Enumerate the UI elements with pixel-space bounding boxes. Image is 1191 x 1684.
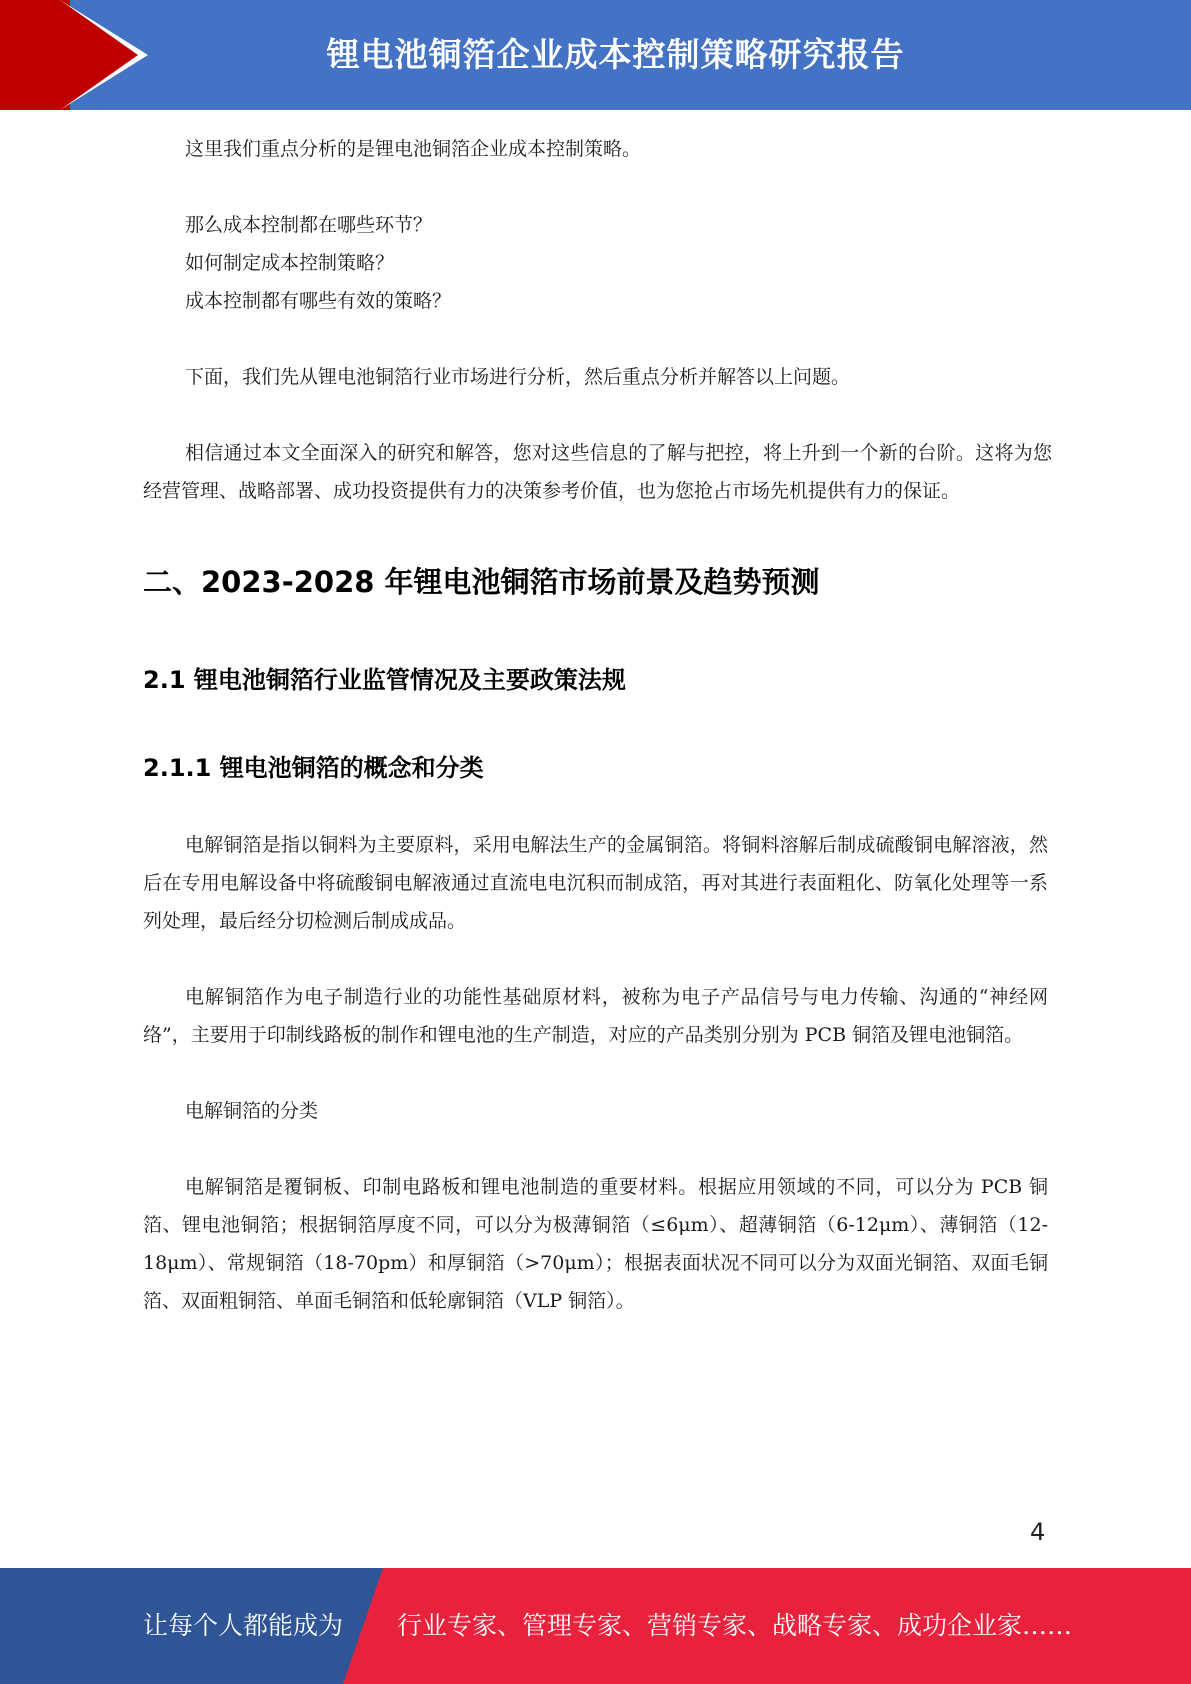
page-content: [143, 130, 1052, 1320]
body-paragraph-3: 电解铜箔的分类: [185, 1100, 319, 1122]
body-paragraph-4: 电解铜箔是覆铜板、印制电路板和锂电池制造的重要材料。根据应用领域的不同，可以分为 PCB 铜箔、锂电池铜箔；根据铜箔厚度不同，可以分为极薄铜箔（≤6μm）、超薄铜箔（6-12μm）、薄铜箔（12-18μm）、常规铜箔（18-70pm）和厚铜箔（>70μm）；根据表面状况不同可以分为双面光铜箔、双面毛铜箔、双面粗铜箔、单面毛铜箔和低轮廓铜箔（VLP 铜箔）。: [143, 1176, 1048, 1312]
header-banner: [0, 0, 1191, 110]
subsection-heading: 2.1 锂电池铜箔行业监管情况及主要政策法规: [143, 666, 626, 694]
body-paragraph-2: 电解铜箔作为电子制造行业的功能性基础原材料，被称为电子产品信号与电力传输、沟通的“神经网络”，主要用于印制线路板的制作和锂电池的生产制造，对应的产品类别分别为 PCB 铜箔及锂电池铜箔。: [143, 986, 1048, 1046]
intro-paragraph: 这里我们重点分析的是锂电池铜箔企业成本控制策略。: [185, 138, 642, 160]
body-paragraph-1: 电解铜箔是指以铜料为主要原料，采用电解法生产的金属铜箔。将铜料溶解后制成硫酸铜电解溶液，然后在专用电解设备中将硫酸铜电解液通过直流电电沉积而制成箔，再对其进行表面粗化、防氧化处理等一系列处理，最后经分切检测后制成成品。: [143, 834, 1048, 932]
footer-slogan-left: 让每个人都能成为: [143, 1611, 344, 1640]
section-heading: 二、2023-2028 年锂电池铜箔市场前景及趋势预测: [143, 565, 820, 599]
question-2: 如何制定成本控制策略？: [185, 252, 395, 274]
question-3: 成本控制都有哪些有效的策略？: [185, 290, 452, 312]
question-1: 那么成本控制都在哪些环节？: [185, 214, 433, 236]
footer-slogan-right: 行业专家、管理专家、营销专家、战略专家、成功企业家……: [397, 1611, 1073, 1640]
intro-paragraph-3: 相信通过本文全面深入的研究和解答，您对这些信息的了解与把控，将上升到一个新的台阶。这将为您经营管理、战略部署、成功投资提供有力的决策参考价值，也为您抢占市场先机提供有力的保证。: [143, 442, 1052, 502]
page-number: 4: [1030, 1518, 1046, 1546]
header-title: 锂电池铜箔企业成本控制策略研究报告: [326, 35, 905, 74]
intro-paragraph-2: 下面，我们先从锂电池铜箔行业市场进行分析，然后重点分析并解答以上问题。: [185, 366, 851, 388]
subsubsection-heading: 2.1.1 锂电池铜箔的概念和分类: [143, 754, 484, 782]
footer-banner: [0, 1568, 1191, 1684]
